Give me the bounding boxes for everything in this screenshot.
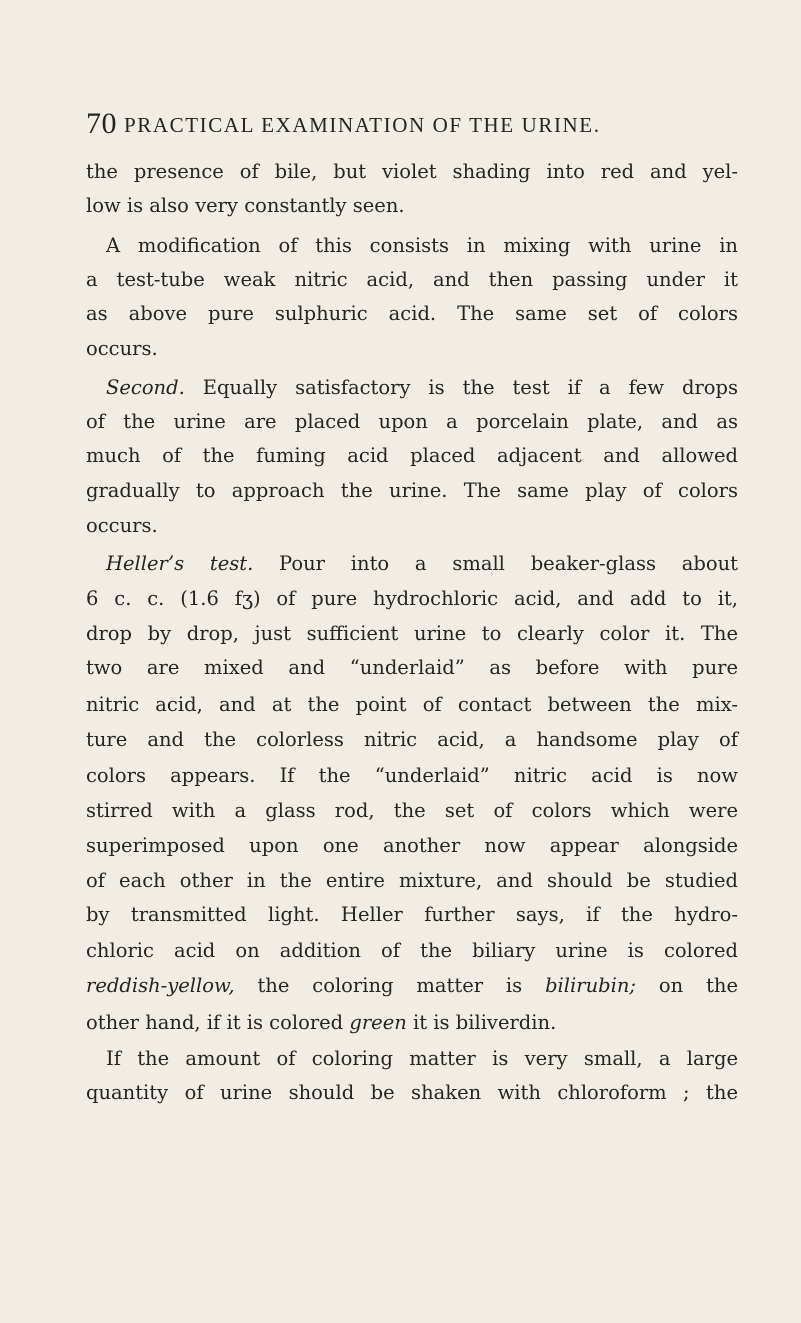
text-line	[106, 230, 738, 262]
italic-text: green	[349, 1011, 407, 1034]
text-run: colors appears. If the “underlaid” nitric acid is now	[86, 764, 738, 787]
text-run: drop by drop, just sufficient urine to clearly color it. The	[86, 622, 738, 645]
text-run: other hand, if it is colored	[86, 1011, 350, 1034]
text-run: much of the fuming acid placed adjacent and allowed	[86, 444, 738, 467]
page-number: 70	[86, 107, 117, 140]
text-run: on the	[636, 974, 739, 997]
text-line	[86, 1077, 738, 1109]
italic-text: bilirubin;	[545, 974, 636, 997]
text-run: ture and the colorless nitric acid, a handsome play of	[86, 728, 738, 751]
text-line	[86, 618, 738, 650]
text-run: superimposed upon one another now appear alongside	[86, 834, 738, 857]
text-line	[86, 724, 738, 756]
text-run: quantity of urine should be shaken with chloroform ; the	[86, 1081, 738, 1104]
text-line	[86, 190, 738, 222]
text-run: A modification of this consists in mixing with urine in	[106, 234, 738, 257]
italic-text: Second.	[106, 376, 185, 399]
text-run: stirred with a glass rod, the set of colors which were	[86, 799, 738, 822]
text-line	[86, 760, 738, 792]
text-line	[86, 406, 738, 438]
text-line	[86, 795, 738, 827]
text-run: Equally satisfactory is the test if a few drops	[184, 376, 738, 399]
text-run: as above pure sulphuric acid. The same set of colors	[86, 302, 738, 325]
text-run: Pour into a small beaker-glass about	[253, 552, 738, 575]
text-line	[86, 865, 738, 897]
text-line	[86, 440, 738, 472]
text-run: it is biliverdin.	[406, 1011, 557, 1034]
text-run: two are mixed and “underlaid” as before with pure	[86, 656, 738, 679]
text-line	[86, 970, 738, 1002]
text-line	[86, 583, 738, 615]
text-run: the coloring matter is	[234, 974, 546, 997]
text-line	[86, 899, 738, 931]
text-line	[86, 830, 738, 862]
text-line	[86, 156, 738, 188]
italic-text: Heller’s test.	[106, 552, 254, 575]
italic-text: reddish-yellow,	[86, 974, 235, 997]
text-line	[106, 548, 738, 580]
text-run: If the amount of coloring matter is very small, a large	[106, 1047, 738, 1070]
text-run: by transmitted light. Heller further says, if the hydro-	[86, 903, 738, 926]
text-run: occurs.	[86, 514, 158, 537]
text-run: of the urine are placed upon a porcelain plate, and as	[86, 410, 738, 433]
text-run: occurs.	[86, 337, 158, 360]
text-line	[106, 1043, 738, 1075]
text-line	[86, 264, 738, 296]
text-run: gradually to approach the urine. The same play of colors	[86, 479, 738, 502]
text-line	[86, 689, 738, 721]
running-title: PRACTICAL EXAMINATION OF THE URINE.	[124, 113, 601, 137]
text-line	[86, 935, 738, 967]
text-run: a test-tube weak nitric acid, and then passing under it	[86, 268, 738, 291]
text-run: 6 c. c. (1.6 fʒ) of pure hydrochloric acid, and add to it,	[86, 587, 738, 610]
text-line	[86, 652, 738, 684]
text-run: chloric acid on addition of the biliary urine is colored	[86, 939, 738, 962]
text-run: of each other in the entire mixture, and should be studied	[86, 869, 738, 892]
text-run: nitric acid, and at the point of contact between the mix-	[86, 693, 738, 716]
text-line	[106, 372, 738, 404]
text-run: the presence of bile, but violet shading into red and yel-	[86, 160, 738, 183]
text-line	[86, 510, 738, 542]
text-line	[86, 298, 738, 330]
text-line	[86, 475, 738, 507]
text-line	[86, 1007, 738, 1039]
text-run: low is also very constantly seen.	[86, 194, 405, 217]
text-line	[86, 333, 738, 365]
